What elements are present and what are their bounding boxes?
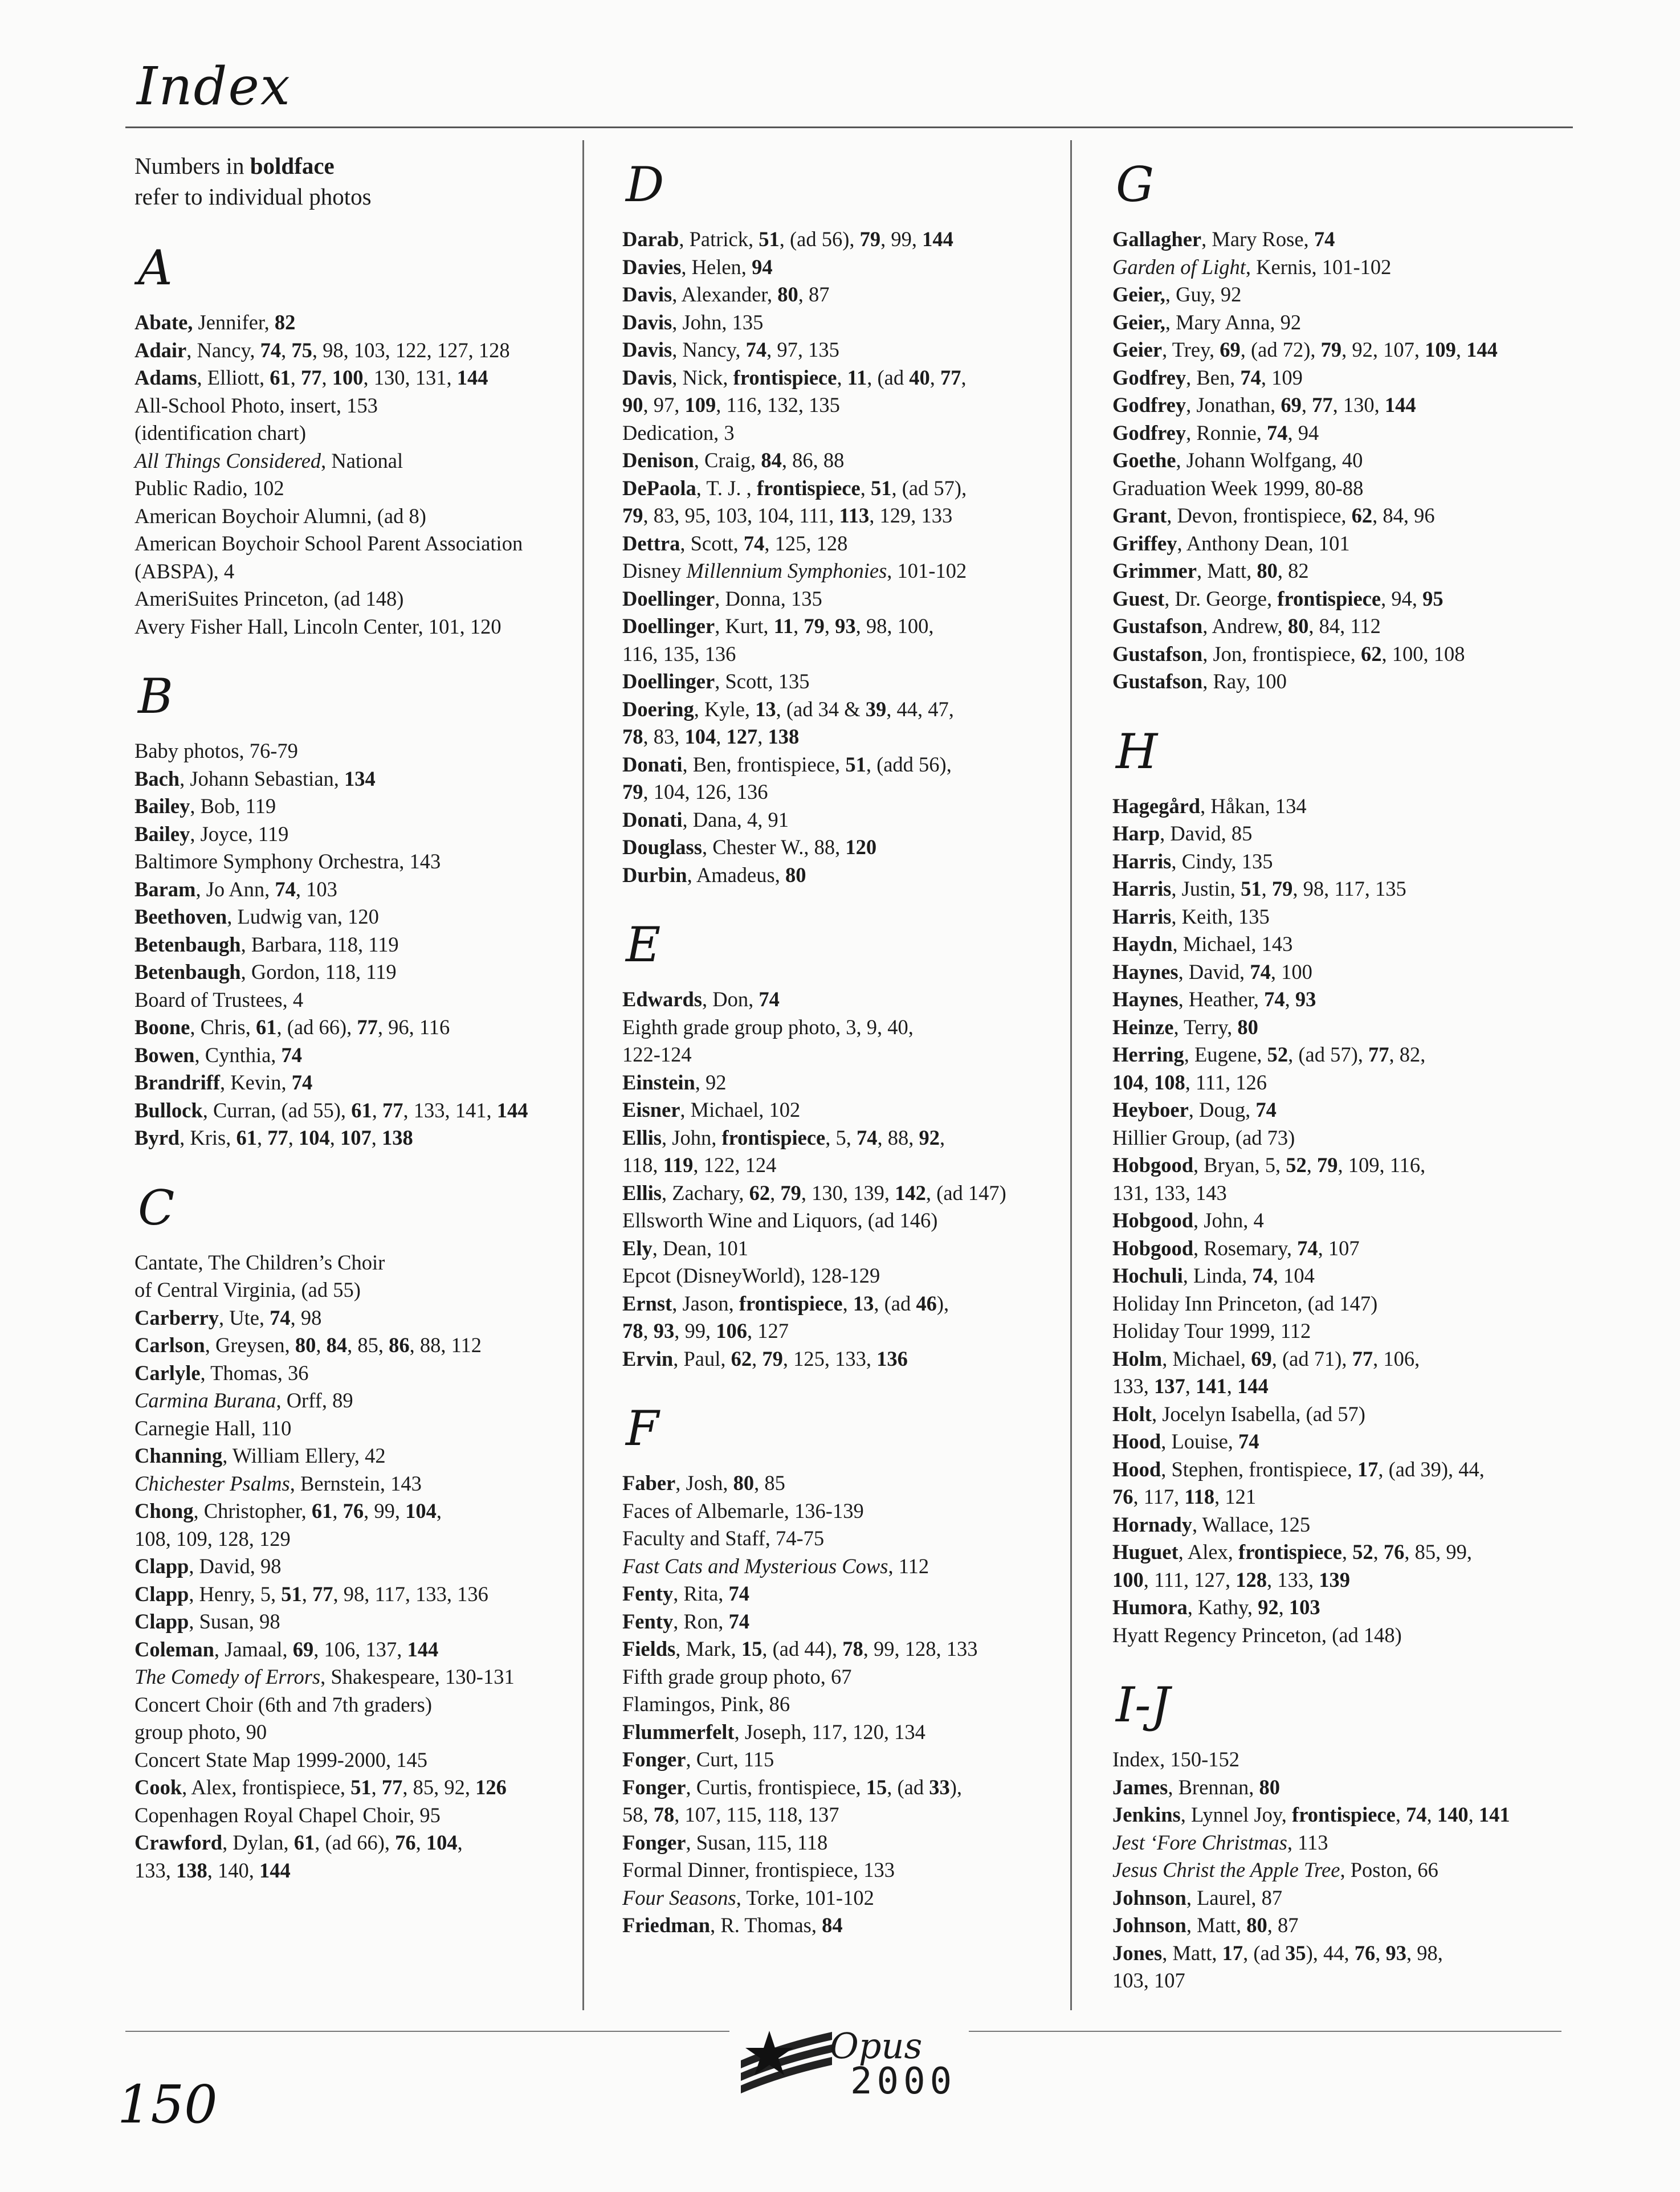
index-entry: Harp, David, 85 <box>1112 822 1253 845</box>
index-entry: Faber, Josh, 80, 85 <box>622 1471 785 1495</box>
index-entry: 100, 111, 127, 128, 133, 139 <box>1112 1568 1351 1591</box>
index-entry: Heyboer, Doug, 74 <box>1112 1098 1277 1121</box>
index-entry: 118, 119, 122, 124 <box>622 1153 777 1177</box>
index-entry: of Central Virginia, (ad 55) <box>134 1278 361 1301</box>
index-entry: Chichester Psalms, Bernstein, 143 <box>134 1471 422 1495</box>
index-entry: Dedication, 3 <box>622 421 735 444</box>
index-entry: Baltimore Symphony Orchestra, 143 <box>134 850 441 873</box>
index-entry: Clapp, Henry, 5, 51, 77, 98, 117, 133, 136 <box>134 1582 488 1606</box>
index-entry: Jesus Christ the Apple Tree, Poston, 66 <box>1112 1858 1438 1881</box>
opus-logo <box>729 2020 969 2106</box>
index-entry: 108, 109, 128, 129 <box>134 1526 291 1550</box>
index-entry: Epcot (DisneyWorld), 128-129 <box>622 1264 880 1287</box>
index-entry: Gustafson, Jon, frontispiece, 62, 100, 108 <box>1112 642 1465 666</box>
index-entry: Betenbaugh, Barbara, 118, 119 <box>134 932 399 956</box>
index-entry: Four Seasons, Torke, 101-102 <box>622 1885 874 1909</box>
index-entry: Holiday Tour 1999, 112 <box>1112 1319 1311 1342</box>
index-entry: All Things Considered, National <box>134 448 403 472</box>
index-entry: Hyatt Regency Princeton, (ad 148) <box>1112 1623 1402 1647</box>
index-entry: The Comedy of Errors, Shakespeare, 130-131 <box>134 1665 515 1688</box>
index-entry: Board of Trustees, 4 <box>134 987 304 1011</box>
section-letter: E <box>626 917 661 973</box>
index-entry: Bailey, Bob, 119 <box>134 794 276 818</box>
index-entry: Hood, Louise, 74 <box>1112 1430 1259 1453</box>
index-entry: 79, 83, 95, 103, 104, 111, 113, 129, 133 <box>622 504 953 527</box>
index-entry: Doellinger, Scott, 135 <box>622 670 810 693</box>
index-entry: Cook, Alex, frontispiece, 51, 77, 85, 92, 126 <box>134 1775 507 1799</box>
section-letter: F <box>626 1401 659 1456</box>
index-entry: Holiday Inn Princeton, (ad 147) <box>1112 1291 1378 1315</box>
index-entry: Fonger, Susan, 115, 118 <box>622 1830 828 1854</box>
page-number: 150 <box>117 2074 218 2135</box>
index-entry: Donati, Dana, 4, 91 <box>622 807 789 831</box>
index-entry: Public Radio, 102 <box>134 476 284 500</box>
index-entry: Godfrey, Jonathan, 69, 77, 130, 144 <box>1112 393 1416 417</box>
index-entry: Byrd, Kris, 61, 77, 104, 107, 138 <box>134 1126 413 1149</box>
index-entry: group photo, 90 <box>134 1720 267 1744</box>
index-entry: Fonger, Curt, 115 <box>622 1748 774 1771</box>
index-entry: Donati, Ben, frontispiece, 51, (add 56), <box>622 752 952 776</box>
index-entry: Ely, Dean, 101 <box>622 1236 749 1260</box>
index-entry: Jenkins, Lynnel Joy, frontispiece, 74, 140, 141 <box>1112 1803 1510 1826</box>
index-entry: Hobgood, Bryan, 5, 52, 79, 109, 116, <box>1112 1153 1426 1177</box>
index-entry: Davis, Nick, frontispiece, 11, (ad 40, 77, <box>622 365 967 389</box>
index-entry: Grant, Devon, frontispiece, 62, 84, 96 <box>1112 504 1435 527</box>
index-entry: Godfrey, Ben, 74, 109 <box>1112 365 1303 389</box>
index-entry: Copenhagen Royal Chapel Choir, 95 <box>134 1803 441 1827</box>
index-entry: Bach, Johann Sebastian, 134 <box>134 766 376 790</box>
index-entry: Eighth grade group photo, 3, 9, 40, <box>622 1015 914 1039</box>
section-letter: A <box>138 240 173 296</box>
index-entry: Holm, Michael, 69, (ad 71), 77, 106, <box>1112 1346 1420 1370</box>
index-entry: Friedman, R. Thomas, 84 <box>622 1913 843 1937</box>
index-entry: Davies, Helen, 94 <box>622 255 773 279</box>
index-entry: Humora, Kathy, 92, 103 <box>1112 1595 1320 1619</box>
index-entry: Hochuli, Linda, 74, 104 <box>1112 1264 1315 1287</box>
page-title: Index <box>137 56 291 117</box>
section-letter: I-J <box>1116 1677 1171 1733</box>
index-entry: Davis, Nancy, 74, 97, 135 <box>622 338 839 361</box>
index-entry: Boone, Chris, 61, (ad 66), 77, 96, 116 <box>134 1015 450 1039</box>
index-entry: (ABSPA), 4 <box>134 559 235 583</box>
index-entry: 103, 107 <box>1112 1969 1185 1992</box>
index-entry: Cantate, The Children’s Choir <box>134 1250 385 1274</box>
index-entry: 90, 97, 109, 116, 132, 135 <box>622 393 840 417</box>
index-entry: Haydn, Michael, 143 <box>1112 932 1293 956</box>
index-entry: 133, 138, 140, 144 <box>134 1858 291 1882</box>
index-entry: Dettra, Scott, 74, 125, 128 <box>622 531 848 555</box>
index-entry: 104, 108, 111, 126 <box>1112 1070 1267 1094</box>
index-entry: Haynes, Heather, 74, 93 <box>1112 987 1316 1011</box>
index-entry: Einstein, 92 <box>622 1070 727 1094</box>
index-entry: Johnson, Laurel, 87 <box>1112 1885 1283 1909</box>
index-entry: Fast Cats and Mysterious Cows, 112 <box>622 1554 929 1578</box>
index-entry: Doering, Kyle, 13, (ad 34 & 39, 44, 47, <box>622 697 954 721</box>
index-entry: Fifth grade group photo, 67 <box>622 1664 852 1688</box>
index-entry: 78, 83, 104, 127, 138 <box>622 725 800 748</box>
index-entry: Flamingos, Pink, 86 <box>622 1692 790 1716</box>
index-entry: 133, 137, 141, 144 <box>1112 1374 1269 1398</box>
intro-boldface: boldface <box>250 153 335 179</box>
index-entry: Carlyle, Thomas, 36 <box>134 1361 309 1385</box>
index-entry: Clapp, David, 98 <box>134 1554 282 1578</box>
index-entry: Carberry, Ute, 74, 98 <box>134 1305 322 1329</box>
index-entry: Geier,, Guy, 92 <box>1112 283 1242 306</box>
index-entry: 122-124 <box>622 1043 692 1066</box>
index-entry: Geier,, Mary Anna, 92 <box>1112 310 1302 334</box>
index-entry: 116, 135, 136 <box>622 642 736 666</box>
index-entry: Ellis, Zachary, 62, 79, 130, 139, 142, (ad 147) <box>622 1181 1006 1205</box>
index-entry: Denison, Craig, 84, 86, 88 <box>622 448 845 472</box>
section-letter: G <box>1116 157 1155 213</box>
index-entry: Jest ‘Fore Christmas, 113 <box>1112 1830 1328 1854</box>
index-entry: Heinze, Terry, 80 <box>1112 1015 1258 1039</box>
index-entry: Gustafson, Ray, 100 <box>1112 670 1287 693</box>
index-entry: Doellinger, Kurt, 11, 79, 93, 98, 100, <box>622 614 934 638</box>
index-entry: 131, 133, 143 <box>1112 1181 1227 1205</box>
index-entry: 79, 104, 126, 136 <box>622 780 768 803</box>
index-entry: Edwards, Don, 74 <box>622 987 780 1011</box>
index-entry: Baram, Jo Ann, 74, 103 <box>134 877 337 901</box>
index-entry: Goethe, Johann Wolfgang, 40 <box>1112 448 1363 472</box>
index-entry: Guest, Dr. George, frontispiece, 94, 95 <box>1112 586 1444 610</box>
index-intro: Numbers in boldface refer to individual photos <box>134 153 372 210</box>
section-letter: B <box>138 668 173 724</box>
index-entry: Brandriff, Kevin, 74 <box>134 1071 313 1094</box>
index-entry: Harris, Cindy, 135 <box>1112 849 1273 873</box>
footer-rule-left <box>125 2031 729 2032</box>
index-entry: Herring, Eugene, 52, (ad 57), 77, 82, <box>1112 1043 1426 1066</box>
index-entry: Hobgood, Rosemary, 74, 107 <box>1112 1236 1360 1260</box>
index-entry: Baby photos, 76-79 <box>134 739 298 762</box>
index-entry: Chong, Christopher, 61, 76, 99, 104, <box>134 1499 442 1522</box>
section-letter: C <box>138 1179 175 1236</box>
index-entry: Haynes, David, 74, 100 <box>1112 960 1312 983</box>
index-entry: Disney Millennium Symphonies, 101-102 <box>622 559 967 582</box>
logo-year: 2000 <box>850 2060 957 2103</box>
index-entry: Holt, Jocelyn Isabella, (ad 57) <box>1112 1402 1365 1426</box>
index-entry: Ellsworth Wine and Liquors, (ad 146) <box>622 1209 938 1232</box>
index-entry: James, Brennan, 80 <box>1112 1775 1280 1799</box>
index-entry: Bowen, Cynthia, 74 <box>134 1043 303 1067</box>
section-letter: H <box>1116 723 1158 779</box>
index-entry: Carmina Burana, Orff, 89 <box>134 1389 353 1412</box>
index-entry: Geier, Trey, 69, (ad 72), 79, 92, 107, 109, 144 <box>1112 338 1498 361</box>
index-entry: Bailey, Joyce, 119 <box>134 822 289 846</box>
index-entry: Hornady, Wallace, 125 <box>1112 1512 1311 1536</box>
index-entry: Doellinger, Donna, 135 <box>622 586 822 610</box>
index-entry: Ernst, Jason, frontispiece, 13, (ad 46), <box>622 1291 949 1315</box>
index-entry: Ervin, Paul, 62, 79, 125, 133, 136 <box>622 1346 908 1370</box>
index-entry: Griffey, Anthony Dean, 101 <box>1112 531 1350 555</box>
index-entry: All-School Photo, insert, 153 <box>134 393 378 417</box>
index-entry: Hood, Stephen, frontispiece, 17, (ad 39), 44, <box>1112 1457 1485 1481</box>
index-entry: Hobgood, John, 4 <box>1112 1209 1264 1232</box>
index-entry: Faces of Albemarle, 136-139 <box>622 1499 864 1522</box>
index-entry: Abate, Jennifer, 82 <box>134 311 296 334</box>
index-entry: Fenty, Ron, 74 <box>622 1609 750 1633</box>
index-entry: Concert Choir (6th and 7th graders) <box>134 1692 433 1716</box>
index-entry: Eisner, Michael, 102 <box>622 1098 801 1121</box>
index-entry: Formal Dinner, frontispiece, 133 <box>622 1858 895 1881</box>
index-entry: Index, 150-152 <box>1112 1748 1240 1771</box>
index-entry: Carnegie Hall, 110 <box>134 1416 292 1440</box>
index-entry: Faculty and Staff, 74-75 <box>622 1526 825 1550</box>
index-entry: Fields, Mark, 15, (ad 44), 78, 99, 128, 133 <box>622 1637 978 1660</box>
index-entry: Avery Fisher Hall, Lincoln Center, 101, 120 <box>134 614 501 638</box>
index-entry: Clapp, Susan, 98 <box>134 1610 280 1633</box>
index-entry: Harris, Keith, 135 <box>1112 904 1270 928</box>
index-entry: Douglass, Chester W., 88, 120 <box>622 835 877 859</box>
index-entry: Huguet, Alex, frontispiece, 52, 76, 85, 99, <box>1112 1540 1472 1564</box>
index-entry: 78, 93, 99, 106, 127 <box>622 1319 789 1342</box>
index-entry: Hillier Group, (ad 73) <box>1112 1125 1295 1149</box>
index-entry: Grimmer, Matt, 80, 82 <box>1112 559 1309 582</box>
index-entry: Darab, Patrick, 51, (ad 56), 79, 99, 144 <box>622 227 953 251</box>
header-rule <box>125 126 1573 128</box>
index-entry: Coleman, Jamaal, 69, 106, 137, 144 <box>134 1637 439 1661</box>
index-entry: Adams, Elliott, 61, 77, 100, 130, 131, 144 <box>134 366 488 389</box>
index-entry: Garden of Light, Kernis, 101-102 <box>1112 255 1392 279</box>
index-entry: Hagegård, Håkan, 134 <box>1112 794 1307 818</box>
index-entry: Concert State Map 1999-2000, 145 <box>134 1748 427 1771</box>
index-entry: American Boychoir Alumni, (ad 8) <box>134 504 426 528</box>
index-entry: Adair, Nancy, 74, 75, 98, 103, 122, 127, 128 <box>134 338 510 362</box>
index-entry: (identification chart) <box>134 421 306 444</box>
index-entry: Crawford, Dylan, 61, (ad 66), 76, 104, <box>134 1831 463 1854</box>
index-entry: Ellis, John, frontispiece, 5, 74, 88, 92, <box>622 1125 945 1149</box>
index-entry: Betenbaugh, Gordon, 118, 119 <box>134 960 397 983</box>
index-entry: Durbin, Amadeus, 80 <box>622 863 806 887</box>
logo-word: Opus <box>830 2025 923 2067</box>
index-entry: Harris, Justin, 51, 79, 98, 117, 135 <box>1112 877 1406 900</box>
index-entry: Graduation Week 1999, 80-88 <box>1112 476 1364 500</box>
index-entry: Beethoven, Ludwig van, 120 <box>134 905 379 928</box>
index-entry: Fenty, Rita, 74 <box>622 1582 750 1605</box>
section-letter: D <box>626 157 664 213</box>
index-entry: Fonger, Curtis, frontispiece, 15, (ad 33), <box>622 1775 963 1799</box>
index-column-1 <box>134 141 585 1884</box>
index-column-3 <box>1112 141 1563 1995</box>
index-entry: Bullock, Curran, (ad 55), 61, 77, 133, 141, 144 <box>134 1098 528 1122</box>
footer-rule-right <box>969 2031 1561 2032</box>
index-entry: Jones, Matt, 17, (ad 35), 44, 76, 93, 98, <box>1112 1941 1443 1965</box>
index-entry: Johnson, Matt, 80, 87 <box>1112 1913 1299 1937</box>
index-entry: 76, 117, 118, 121 <box>1112 1485 1257 1508</box>
index-entry: Channing, William Ellery, 42 <box>134 1444 386 1467</box>
index-column-2 <box>622 141 1073 1940</box>
index-entry: Davis, Alexander, 80, 87 <box>622 283 830 306</box>
index-entry: DePaola, T. J. , frontispiece, 51, (ad 57), <box>622 476 967 500</box>
index-entry: American Boychoir School Parent Association <box>134 532 523 555</box>
star-flag-icon <box>729 2020 843 2106</box>
index-entry: Carlson, Greysen, 80, 84, 85, 86, 88, 112 <box>134 1333 482 1357</box>
index-entry: Davis, John, 135 <box>622 310 764 334</box>
index-entry: Gallagher, Mary Rose, 74 <box>1112 227 1335 251</box>
index-entry: 58, 78, 107, 115, 118, 137 <box>622 1803 839 1826</box>
index-entry: Flummerfelt, Joseph, 117, 120, 134 <box>622 1720 925 1744</box>
index-entry: Gustafson, Andrew, 80, 84, 112 <box>1112 614 1381 638</box>
index-entry: Godfrey, Ronnie, 74, 94 <box>1112 421 1319 444</box>
index-entry: AmeriSuites Princeton, (ad 148) <box>134 587 404 610</box>
